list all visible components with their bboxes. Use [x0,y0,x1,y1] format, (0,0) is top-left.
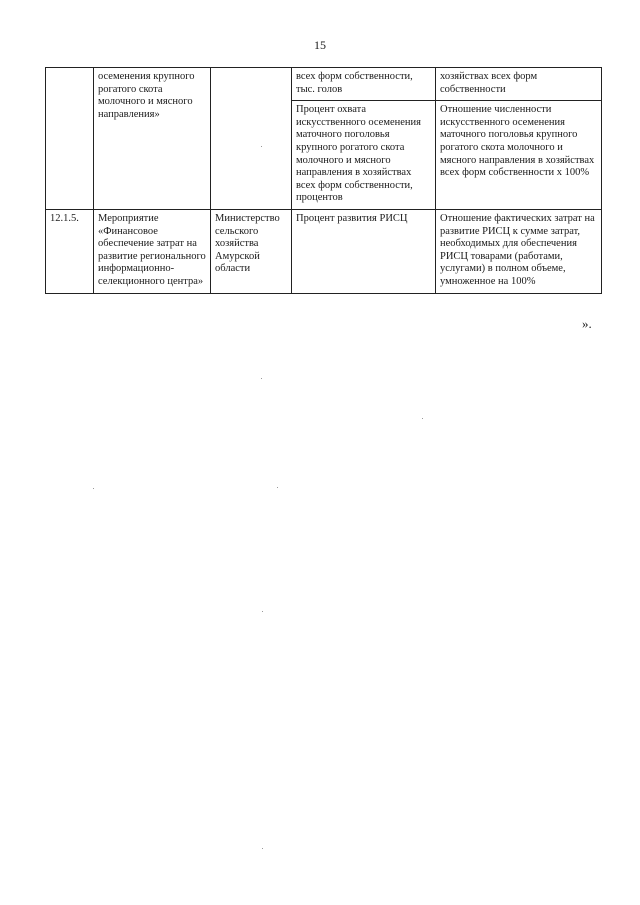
table-row [46,68,602,101]
scan-speck [422,418,423,419]
cell-method: Отношение фактических затрат на развитие РИСЦ к сумме затрат, необходимых для обеспечения РИСЦ товарами (работами, услугами) в полном объеме, умноженное на 100% [436,209,602,293]
cell-method: хозяйствах всех форм собственности [436,68,602,101]
scan-speck [261,146,262,147]
scan-speck [277,487,278,488]
scan-speck [262,848,263,849]
cell-indicator: Процент развития РИСЦ [292,209,436,293]
cell-measure-name: осеменения крупного рогатого скота молочного и мясного направления» [94,68,211,210]
cell-executor: Министерство сельского хозяйства Амурской области [211,209,292,293]
scan-speck [261,378,262,379]
table-row [46,209,602,293]
closing-quote-mark: ». [582,316,592,331]
cell-measure-name: Мероприятие «Финансовое обеспечение затрат на развитие регионального информационно-селекционного центра» [94,209,211,293]
cell-number: 12.1.5. [46,209,94,293]
cell-number [46,68,94,210]
cell-indicator: Процент охвата искусственного осеменения маточного поголовья крупного рогатого скота молочного и мясного направления в хозяйствах всех форм собственности, процентов [292,101,436,210]
page-number: 15 [314,38,326,52]
scan-speck [93,488,94,489]
cell-executor [211,68,292,210]
cell-indicator: всех форм собственности, тыс. голов [292,68,436,101]
cell-method: Отношение численности искусственного осеменения маточного поголовья крупного рогатого скота молочного и мясного направления в хозяйствах всех форм собственности х 100% [436,101,602,210]
scan-speck [262,611,263,612]
measures-table [45,67,602,294]
